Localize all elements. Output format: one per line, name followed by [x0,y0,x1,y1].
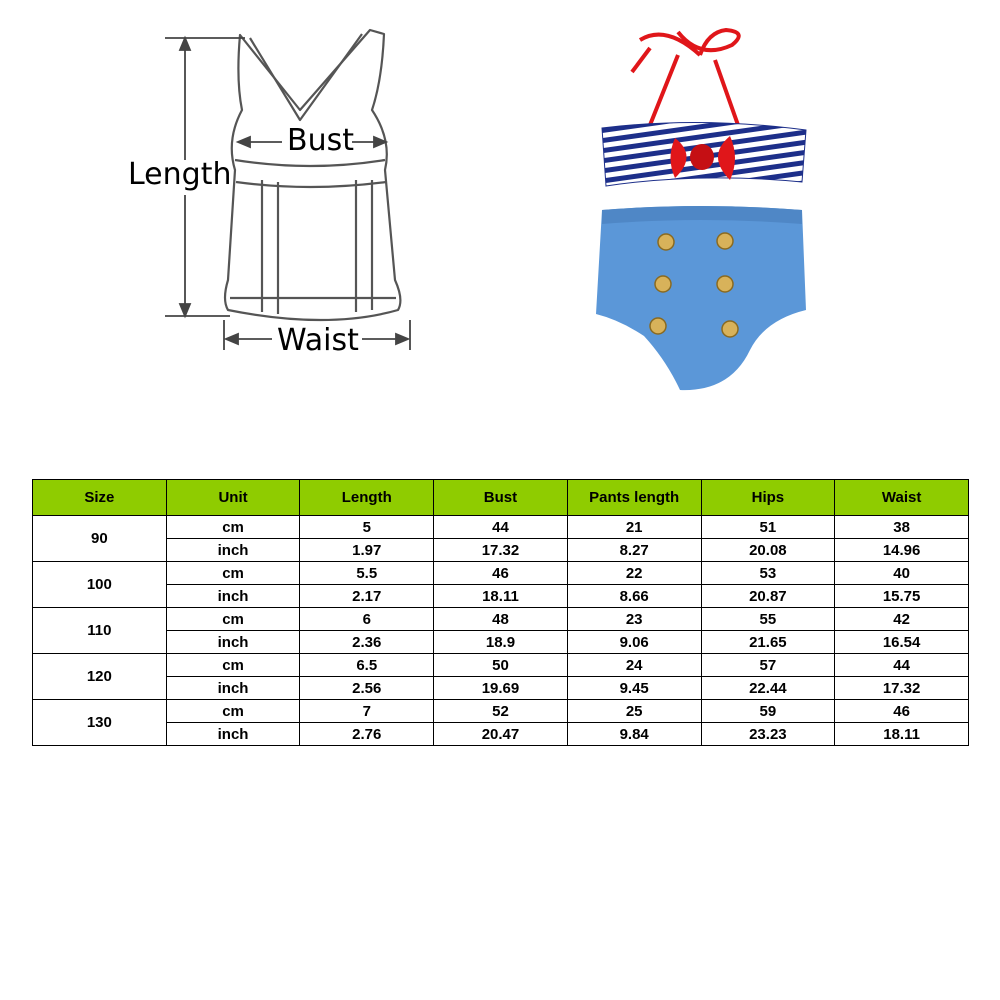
column-header: Pants length [567,480,701,516]
size-chart-table [32,479,969,746]
column-header: Hips [701,480,835,516]
size-cell: 130 [33,700,167,746]
table-cell: 21.65 [701,631,835,654]
table-cell: 57 [701,654,835,677]
bust-label: Bust [287,123,354,158]
table-cell: 25 [567,700,701,723]
table-cell: cm [166,516,300,539]
table-cell: 6 [300,608,434,631]
table-row [33,723,969,746]
column-header: Waist [835,480,969,516]
table-cell: 20.08 [701,539,835,562]
table-cell: 9.45 [567,677,701,700]
table-cell: 46 [434,562,568,585]
table-cell: 2.76 [300,723,434,746]
table-cell: 52 [434,700,568,723]
table-cell: 53 [701,562,835,585]
table-cell: 50 [434,654,568,677]
table-cell: 2.56 [300,677,434,700]
table-row [33,654,969,677]
size-cell: 90 [33,516,167,562]
table-cell: 44 [434,516,568,539]
column-header: Size [33,480,167,516]
waist-label: Waist [277,323,359,358]
column-header: Bust [434,480,568,516]
table-cell: 15.75 [835,585,969,608]
table-cell: 1.97 [300,539,434,562]
table-row [33,631,969,654]
table-row [33,677,969,700]
table-cell: 23.23 [701,723,835,746]
table-cell: 42 [835,608,969,631]
table-cell: 20.87 [701,585,835,608]
table-cell: 51 [701,516,835,539]
table-header-row [33,480,969,516]
table-row [33,700,969,723]
table-cell: 6.5 [300,654,434,677]
table-cell: 59 [701,700,835,723]
product-photo [580,20,820,400]
table-cell: 21 [567,516,701,539]
table-cell: 40 [835,562,969,585]
measurement-diagram [0,0,460,380]
table-cell: cm [166,608,300,631]
table-cell: 44 [835,654,969,677]
table-row [33,608,969,631]
table-cell: cm [166,700,300,723]
table-row [33,585,969,608]
table-cell: inch [166,677,300,700]
length-label: Length [128,157,232,192]
table-cell: 2.36 [300,631,434,654]
table-cell: 8.27 [567,539,701,562]
table-row [33,562,969,585]
table-cell: 19.69 [434,677,568,700]
column-header: Length [300,480,434,516]
table-cell: 5.5 [300,562,434,585]
table-cell: 9.84 [567,723,701,746]
table-cell: 5 [300,516,434,539]
table-cell: 8.66 [567,585,701,608]
table-cell: 48 [434,608,568,631]
table-cell: 55 [701,608,835,631]
table-cell: inch [166,585,300,608]
table-cell: 17.32 [434,539,568,562]
table-cell: 18.11 [434,585,568,608]
table-cell: 16.54 [835,631,969,654]
table-cell: 38 [835,516,969,539]
table-cell: 2.17 [300,585,434,608]
size-cell: 120 [33,654,167,700]
table-cell: 46 [835,700,969,723]
table-cell: 18.9 [434,631,568,654]
table-cell: 23 [567,608,701,631]
size-cell: 100 [33,562,167,608]
table-cell: 22.44 [701,677,835,700]
table-cell: 14.96 [835,539,969,562]
table-cell: inch [166,631,300,654]
table-cell: cm [166,562,300,585]
table-cell: 24 [567,654,701,677]
table-cell: 18.11 [835,723,969,746]
table-cell: 22 [567,562,701,585]
table-row [33,516,969,539]
table-row [33,539,969,562]
table-cell: 17.32 [835,677,969,700]
table-cell: 7 [300,700,434,723]
table-cell: inch [166,539,300,562]
table-cell: inch [166,723,300,746]
table-cell: 9.06 [567,631,701,654]
column-header: Unit [166,480,300,516]
size-cell: 110 [33,608,167,654]
table-cell: 20.47 [434,723,568,746]
table-cell: cm [166,654,300,677]
swimsuit-icon [580,20,820,400]
